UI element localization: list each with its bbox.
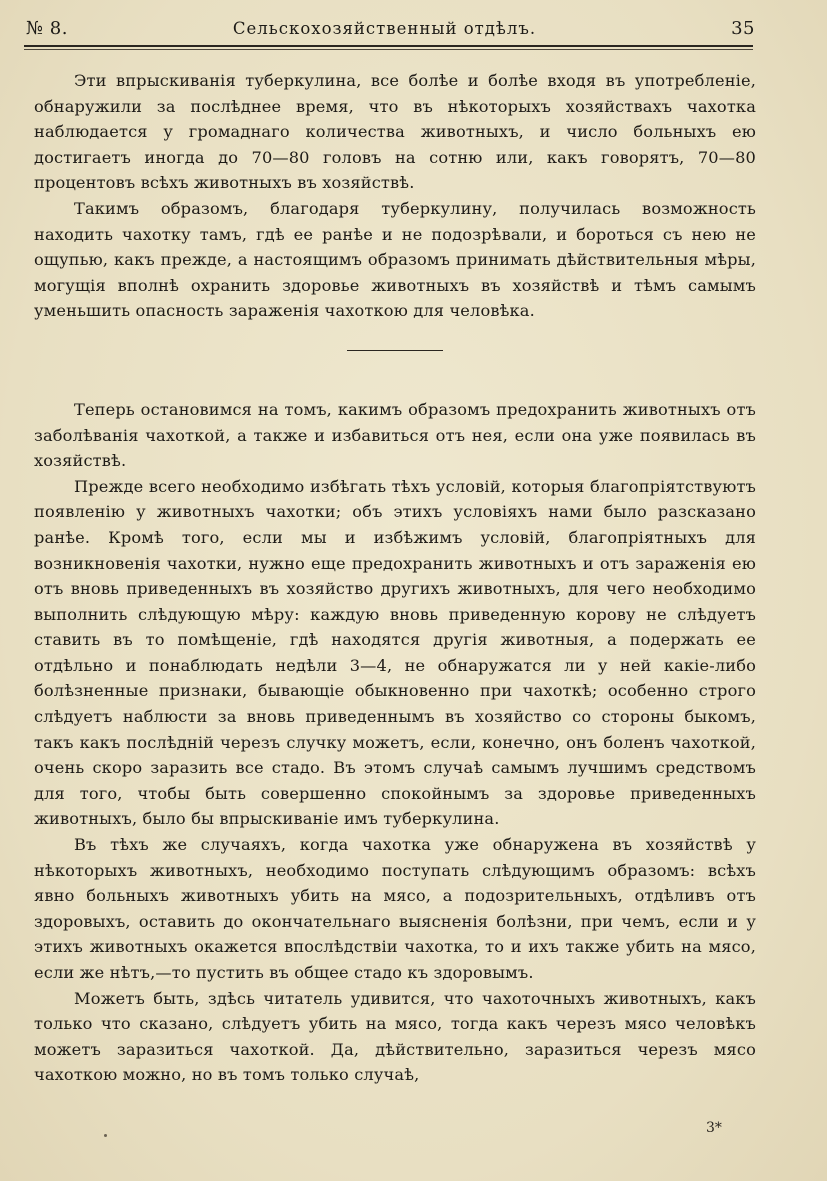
paragraph: Такимъ образомъ, благодаря туберкулину, получилась возможность находить чахотку тамъ, гдѣ ее ранѣе и не подозрѣвали, и бороться съ нею не ощупью, какъ прежде, а настоящимъ образомъ принимать дѣйствительныя мѣры, могущія вполнѣ охранить здоровье животныхъ въ хозяйствѣ и тѣмъ самымъ уменьшить опасность зараженія чахоткою для человѣка. — [34, 198, 756, 321]
paragraph: Эти впрыскиванія туберкулина, все болѣе и болѣе входя въ употребленіе, обнаружили за послѣднее время, что въ нѣкоторыхъ хозяйствахъ чахотка наблюдается у громаднаго количества животныхъ, и число больныхъ ею достигаетъ иногда до 70—80 головъ на сотню или, какъ говорятъ, 70—80 процентовъ всѣхъ животныхъ въ хозяйствѣ. — [34, 71, 756, 193]
paragraph: Теперь остановимся на томъ, какимъ образомъ предохранить животныхъ отъ заболѣванія чахоткой, а также и избавиться отъ нея, если она уже появилась въ хозяйствѣ. — [34, 399, 756, 471]
header-rule-thin — [24, 49, 753, 50]
paragraph: Въ тѣхъ же случаяхъ, когда чахотка уже обнаружена въ хозяйствѣ у нѣкоторыхъ животныхъ, необходимо поступать слѣдующимъ образомъ: всѣхъ явно больныхъ животныхъ убить на мясо, а подозрительныхъ, отдѣливъ отъ здоровыхъ, оставить до окончательнаго выясненія болѣзни, при чемъ, если и у этихъ животныхъ окажется впослѣдствіи чахотка, то и ихъ также убить на мясо, если же нѣтъ,—то пустить въ общее стадо къ здоровымъ. — [34, 835, 756, 982]
page-number: 35 — [731, 18, 755, 39]
section-title: Сельскохозяйственный отдѣлъ. — [232, 19, 537, 38]
section-separator — [347, 350, 443, 351]
running-header — [26, 18, 755, 44]
paragraph: Можетъ быть, здѣсь читатель удивится, что чахоточныхъ животныхъ, какъ только что сказано, слѣдуетъ убить на мясо, тогда какъ черезъ мясо человѣкъ можетъ заразиться чахоткой. Да, дѣйствительно, заразиться черезъ мясо чахоткою можно, но въ томъ только случаѣ, — [34, 988, 756, 1085]
paragraph: Прежде всего необходимо избѣгать тѣхъ условій, которыя благопріятствуютъ появленію у животныхъ чахотки; объ этихъ условіяхъ нами было разсказано ранѣе. Кромѣ того, если мы и избѣжимъ условій, благопріятныхъ для возникновенія чахотки, нужно еще предохранить животныхъ и отъ зараженія ею отъ вновь приведенныхъ въ хозяйство другихъ животныхъ, для чего необходимо выполнить слѣдующую мѣру: каждую вновь приведенную корову не слѣдуетъ ставить въ то помѣщеніе, гдѣ находятся другія животныя, а подержать ее отдѣльно и понаблюдать недѣли 3—4, не обнаружатся ли у ней какіе-либо болѣзненные признаки, бывающіе обыкновенно при чахоткѣ; особенно строго слѣдуетъ наблюсти за вновь приведеннымъ въ хозяйство со стороны быкомъ, такъ какъ послѣдній черезъ случку можетъ, если, конечно, онъ боленъ чахоткой, очень скоро заразить все стадо. Въ этомъ случаѣ самымъ лучшимъ средствомъ для того, чтобы быть совершенно спокойнымъ за здоровье приведенныхъ животныхъ, было бы впрыскиваніе имъ туберкулина. — [34, 476, 756, 829]
issue-number: № 8. — [26, 18, 68, 39]
signature-mark: 3* — [706, 1120, 722, 1136]
header-rule — [24, 45, 753, 47]
print-speck — [104, 1134, 107, 1137]
body-text — [34, 68, 756, 1088]
